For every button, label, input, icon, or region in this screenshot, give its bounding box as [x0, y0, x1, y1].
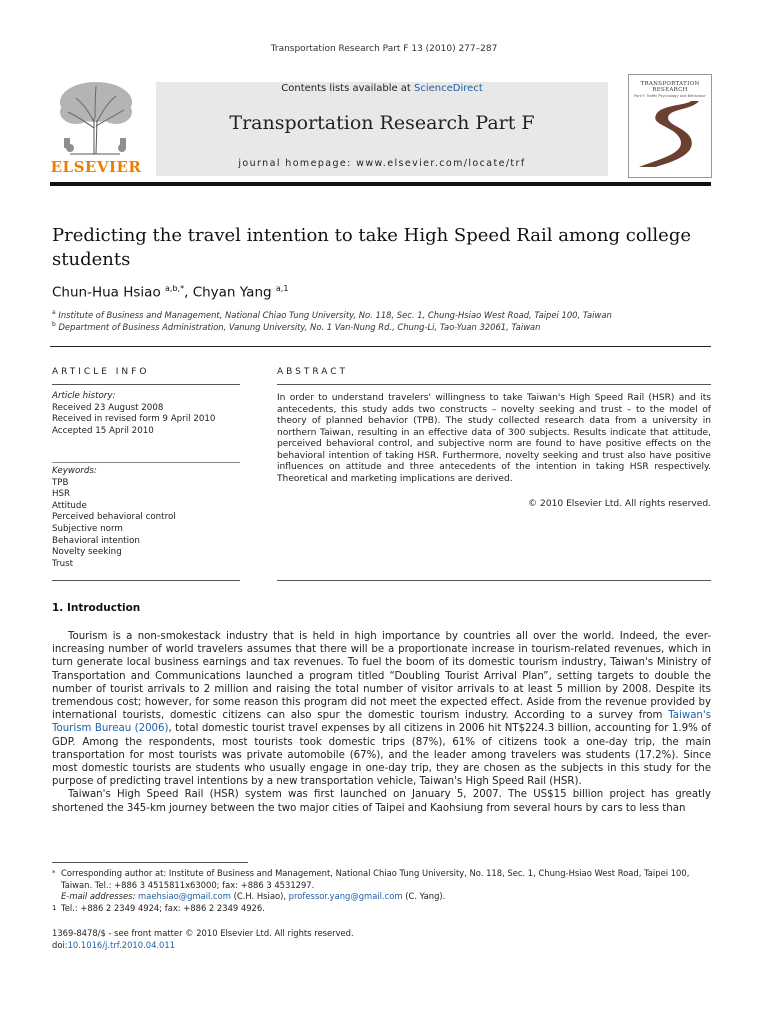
journal-cover [628, 74, 712, 178]
info-rule [52, 462, 240, 463]
journal-header-band [156, 82, 608, 176]
abstract-rule [277, 580, 711, 581]
affiliation-mark: a [52, 309, 56, 316]
email-label: E-mail addresses: [61, 891, 136, 902]
doi-line [52, 940, 354, 952]
keyword: Attitude [52, 500, 87, 511]
keyword: TPB [52, 477, 69, 488]
doi-label: doi: [52, 939, 68, 950]
cover-road-icon [629, 75, 711, 177]
article-history [52, 391, 240, 437]
elsevier-logo [50, 78, 142, 176]
contents-line [156, 83, 608, 94]
keyword: Trust [52, 558, 74, 569]
info-rule [52, 384, 240, 385]
keyword: Behavioral intention [52, 535, 140, 546]
affiliation-text: Institute of Business and Management, National Chiao Tung University, No. 118, Sec. 1, Chung-Hsiao West Road, Taipei 100, Taiwan [58, 309, 612, 320]
author-separator: , [184, 284, 193, 301]
citation-link[interactable]: Taiwan's Tourism Bureau (2006) [52, 710, 711, 735]
keyword: Subjective norm [52, 523, 123, 534]
journal-title: Transportation Research Part F [229, 112, 535, 134]
footnote-text: Tel.: +886 2 2349 4924; fax: +886 2 2349 4926. [61, 902, 265, 913]
journal-homepage[interactable]: journal homepage: www.elsevier.com/locate/trf [238, 158, 526, 169]
contents-prefix: Contents lists available at [281, 83, 415, 94]
footnote-text: Corresponding author at: Institute of Business and Management, National Chiao Tung University, No. 118, Sec. 1, Chung-Hsiao West Road, Taipei 100, Taiwan. Tel.: +886 3 4515811x63000; fax: +886 3 4531297. [61, 868, 690, 890]
article-title: Predicting the travel intention to take High Speed Rail among college students [52, 225, 691, 270]
introduction-body [52, 630, 711, 815]
journal-citation: Transportation Research Part F 13 (2010) 277–287 [270, 44, 498, 54]
footnote-tel [52, 903, 711, 915]
keywords-block [52, 466, 240, 570]
author-marks[interactable]: a,1 [275, 284, 289, 293]
doi-link[interactable]: 10.1016/j.trf.2010.04.011 [67, 939, 176, 950]
author-name: Chun-Hua Hsiao [52, 284, 161, 301]
footnote-mark: * [52, 869, 56, 877]
paragraph: Taiwan's High Speed Rail (HSR) system was first launched on January 5, 2007. The US$15 billion project has greatly shortened the 345-km journey between the two major cities of Taipei and Kaohsiung from several hours by cars to less than [52, 789, 711, 814]
email-owner: (C.H. Hsiao), [230, 891, 289, 902]
abstract-heading: ABSTRACT [277, 367, 349, 377]
footnote-corresponding [52, 868, 711, 891]
keyword: Perceived behavioral control [52, 512, 176, 523]
keyword: Novelty seeking [52, 547, 122, 558]
sciencedirect-link[interactable]: ScienceDirect [414, 83, 483, 94]
article-info-heading: ARTICLE INFO [52, 367, 150, 377]
footnote-email [52, 891, 711, 903]
affiliation [52, 321, 540, 332]
paragraph-text: , total domestic tourist travel expenses by all citizens in 2006 hit NT$224.3 billion, accounting for 1.9% of GDP. Among the respondents, most tourists took domestic trips (87%), 61% of citizens took a one-day trip, the main transportation for most tourists was private automobile (67%), and the leader among travelers was students (17.2%). Since most domestic tourists are students who usually engage in one-day trip, they are chosen as the subjects in this study for the purpose of predicting travel intentions by a new transportation vehicle, Taiwan's High Speed Rail (HSR). [52, 723, 711, 788]
footnote-mark: 1 [52, 903, 57, 912]
author-list [52, 284, 288, 301]
history-item: Received 23 August 2008 [52, 402, 164, 413]
paragraph-text: Tourism is a non-smokestack industry that is held in high importance by countries all over the world. Indeed, the ever-increasing number of world travelers assumes that there will be a proportionate increase in tourism-related revenues, which in turn generate local business earnings and tax revenues. To fuel the boom of its domestic tourism industry, Taiwan's Ministry of Transportation and Communications launched a program titled “Doubling Tourist Arrival Plan”, setting targets to double the number of tourist arrivals to 2 million and raising the total number of visitor arrivals to at least 5 million by 2008. Despite its tremendous cost; however, for some reason this program did not meet the expected effect. Aside from the revenue provided by international tourists, domestic citizens can also spur the domestic tourism industry. According to a survey from [52, 631, 711, 722]
publisher-logo-text: ELSEVIER [50, 158, 142, 176]
footnotes [52, 868, 711, 914]
footnote-rule [52, 862, 248, 863]
affiliation [52, 309, 612, 320]
keyword: HSR [52, 489, 71, 500]
cover-title: TRANSPORTATION RESEARCH [640, 81, 700, 93]
keywords-label: Keywords: [52, 466, 97, 476]
section-rule [50, 346, 711, 347]
author-marks[interactable]: a,b,* [165, 284, 185, 293]
history-label: Article history: [52, 391, 116, 401]
section-heading: 1. Introduction [52, 602, 141, 614]
abstract-copyright: © 2010 Elsevier Ltd. All rights reserved. [528, 499, 711, 509]
affiliation-text: Department of Business Administration, Vanung University, No. 1 Van-Nung Rd., Chung-Li, Tao-Yuan 32061, Taiwan [58, 321, 541, 332]
front-matter [52, 928, 354, 951]
email-link[interactable]: professor.yang@gmail.com [288, 891, 403, 902]
info-rule [52, 580, 240, 581]
issn-line: 1369-8478/$ - see front matter © 2010 Elsevier Ltd. All rights reserved. [52, 928, 354, 938]
history-item: Received in revised form 9 April 2010 [52, 414, 216, 425]
header-rule [50, 182, 711, 186]
paragraph [52, 630, 711, 788]
abstract-text: In order to understand travelers' willingness to take Taiwan's High Speed Rail (HSR) and its antecedents, this study adds two constructs – novelty seeking and trust – to the model of theory of planned behavior (TPB). The study collected research data from a university in northern Taiwan, resulting in an effective data of 300 subjects. Results indicate that attitude, perceived behavioral control, and subjective norm are found to have positive effects on the behavioral intention of taking HSR. Furthermore, novelty seeking and trust also have positive influences on attitude and three antecedents of the intention in taking HSR respectively. Theoretical and marketing implications are derived. [277, 393, 711, 484]
author-name: Chyan Yang [192, 284, 272, 301]
abstract-rule [277, 384, 711, 385]
affiliation-mark: b [52, 321, 56, 328]
cover-subtitle: Part F: Traffic Psychology and Behaviour [634, 94, 706, 98]
email-link[interactable]: maehsiao@gmail.com [138, 891, 231, 902]
tree-of-knowledge-icon [50, 78, 142, 156]
email-owner: (C. Yang). [402, 891, 446, 902]
history-item: Accepted 15 April 2010 [52, 425, 154, 436]
